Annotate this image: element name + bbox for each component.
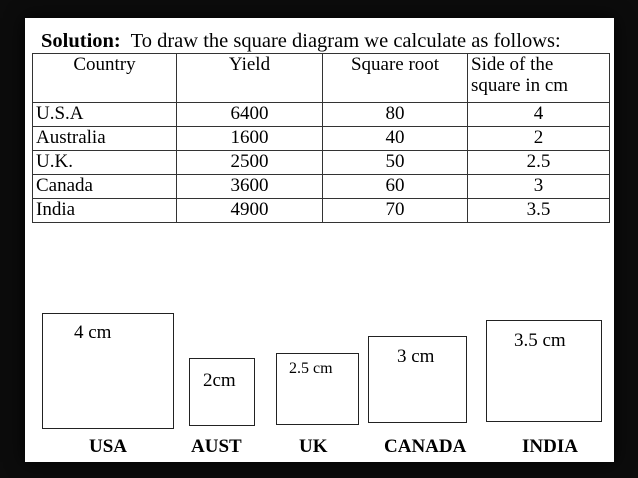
header-square-root: Square root xyxy=(323,54,468,103)
square-india-label: 3.5 cm xyxy=(514,330,566,351)
square-aust xyxy=(189,358,255,426)
solution-heading xyxy=(41,28,561,54)
cell-country: Canada xyxy=(33,175,177,199)
cell-country: U.K. xyxy=(33,151,177,175)
table-row xyxy=(33,175,610,199)
table-header-row xyxy=(33,54,610,103)
cell-side: 3.5 xyxy=(468,199,610,223)
country-label-uk: UK xyxy=(299,436,328,457)
square-uk-label: 2.5 cm xyxy=(289,360,333,377)
table-row xyxy=(33,151,610,175)
cell-yield: 3600 xyxy=(177,175,323,199)
cell-root: 60 xyxy=(323,175,468,199)
cell-yield: 4900 xyxy=(177,199,323,223)
cell-yield: 2500 xyxy=(177,151,323,175)
country-label-usa: USA xyxy=(89,436,128,457)
header-side-line1: Side of the xyxy=(471,54,554,75)
square-usa-label: 4 cm xyxy=(74,322,112,343)
solution-lead: Solution: xyxy=(41,30,121,52)
slide xyxy=(25,18,614,462)
cell-root: 80 xyxy=(323,103,468,127)
yield-table xyxy=(32,53,610,223)
square-aust-label: 2cm xyxy=(203,370,236,391)
header-yield: Yield xyxy=(177,54,323,103)
header-side-line2: square in cm xyxy=(471,75,569,96)
header-side xyxy=(468,54,610,103)
cell-side: 3 xyxy=(468,175,610,199)
square-canada-label: 3 cm xyxy=(397,346,435,367)
table-row xyxy=(33,127,610,151)
solution-text: To draw the square diagram we calculate as follows: xyxy=(130,30,561,52)
cell-country: India xyxy=(33,199,177,223)
cell-root: 40 xyxy=(323,127,468,151)
table-row xyxy=(33,103,610,127)
cell-country: Australia xyxy=(33,127,177,151)
cell-root: 70 xyxy=(323,199,468,223)
cell-root: 50 xyxy=(323,151,468,175)
cell-side: 2.5 xyxy=(468,151,610,175)
header-country: Country xyxy=(33,54,177,103)
cell-country: U.S.A xyxy=(33,103,177,127)
country-label-aust: AUST xyxy=(191,436,242,457)
country-label-india: INDIA xyxy=(522,436,578,457)
cell-yield: 6400 xyxy=(177,103,323,127)
table-row xyxy=(33,199,610,223)
cell-side: 4 xyxy=(468,103,610,127)
cell-side: 2 xyxy=(468,127,610,151)
cell-yield: 1600 xyxy=(177,127,323,151)
country-label-canada: CANADA xyxy=(384,436,467,457)
